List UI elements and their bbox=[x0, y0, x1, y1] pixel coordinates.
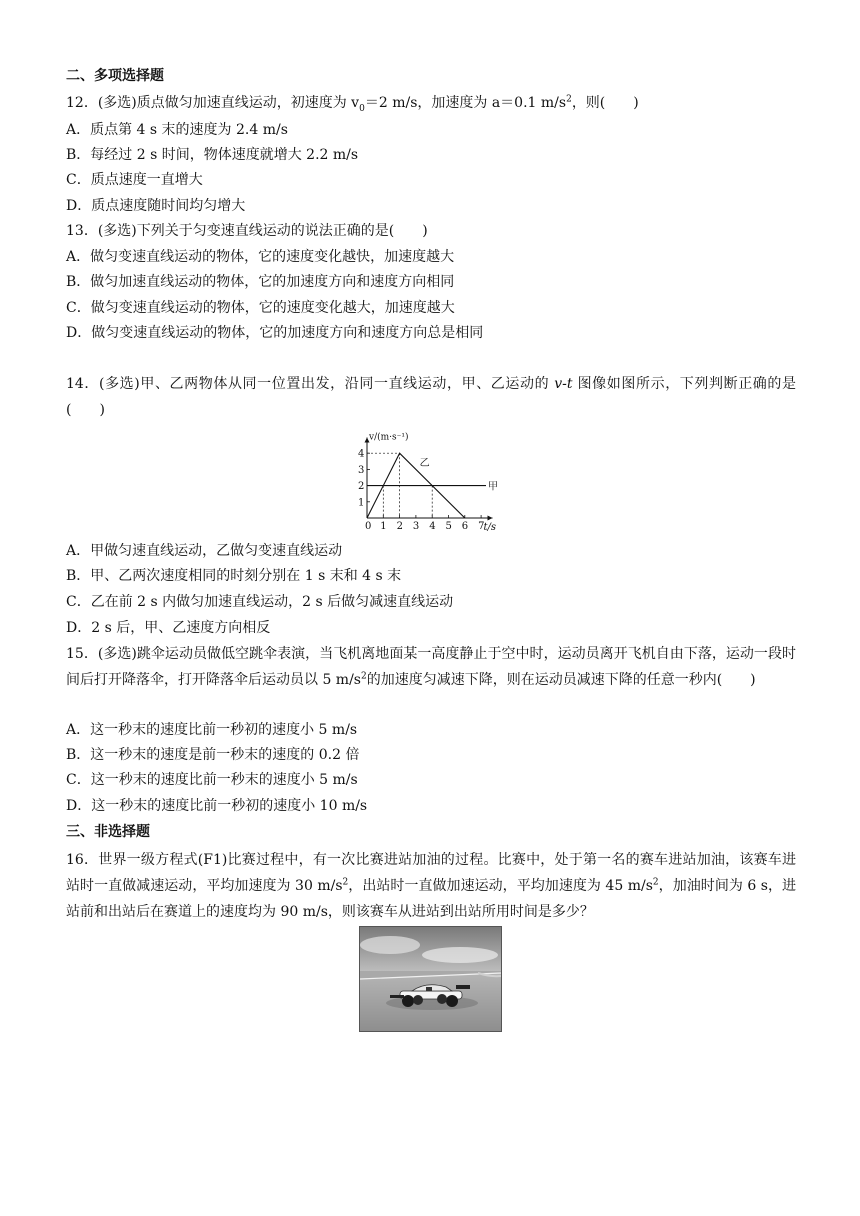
y-tick-label: 4 bbox=[358, 448, 365, 460]
x-tick-label: 1 bbox=[380, 521, 387, 532]
x-axis-arrow bbox=[488, 516, 493, 521]
q12-option-c: C．质点速度一直增大 bbox=[66, 172, 203, 188]
y-tick-label: 2 bbox=[358, 481, 365, 493]
x-tick-label: 0 bbox=[365, 521, 372, 532]
q15-option-a: A．这一秒末的速度比前一秒初的速度小 5 m/s bbox=[66, 722, 358, 738]
x-axis-label: t/s bbox=[483, 522, 497, 533]
q15-option-b: B．这一秒末的速度是前一秒末的速度的 0.2 倍 bbox=[66, 747, 360, 763]
q12-option-a: A．质点第 4 s 末的速度为 2.4 m/s bbox=[66, 122, 288, 138]
q15-option-d: D．这一秒末的速度比前一秒初的速度小 10 m/s bbox=[66, 798, 368, 814]
q12-option-d: D．质点速度随时间均匀增大 bbox=[66, 198, 246, 214]
section-heading-nonchoice: 三、非选择题 bbox=[66, 824, 150, 840]
x-tick-label: 3 bbox=[412, 521, 420, 532]
q13-stem: 13．(多选)下列关于匀变速直线运动的说法正确的是( ) bbox=[66, 223, 428, 239]
q14-option-b: B．甲、乙两次速度相同的时刻分别在 1 s 末和 4 s 末 bbox=[66, 568, 402, 584]
q14-option-c: C．乙在前 2 s 内做匀加速直线运动，2 s 后做匀减速直线运动 bbox=[66, 594, 454, 610]
q13-option-d: D．做匀变速直线运动的物体，它的加速度方向和速度方向总是相同 bbox=[66, 325, 484, 341]
series-jia-label: 甲 bbox=[487, 481, 498, 493]
q12-option-b: B．每经过 2 s 时间，物体速度就增大 2.2 m/s bbox=[66, 147, 359, 163]
q14-stem: 14．(多选)甲、乙两物体从同一位置出发，沿同一直线运动，甲、乙运动的 v-t 图像如图所示，下列判断正确的是( ) bbox=[66, 376, 797, 418]
q12-stem: 12．(多选)质点做匀加速直线运动，初速度为 $v_0=2$ m/s，加速度为 a＝0.1 $m/s^2$，则( ) bbox=[66, 94, 639, 114]
x-tick-label: 6 bbox=[461, 521, 469, 532]
y-tick-label: 3 bbox=[358, 464, 365, 476]
q13-option-c: C．做匀变速直线运动的物体，它的速度变化越大，加速度越大 bbox=[66, 300, 455, 316]
f1-race-car-photo bbox=[359, 926, 502, 1032]
x-tick-label: 5 bbox=[445, 521, 452, 532]
x-tick-label: 4 bbox=[429, 521, 436, 532]
q14-option-a: A．甲做匀速直线运动，乙做匀变速直线运动 bbox=[66, 543, 343, 559]
x-tick-label: 7 bbox=[478, 521, 485, 532]
q15-stem: 15．(多选)跳伞运动员做低空跳伞表演，当飞机离地面某一高度静止于空中时，运动员离开飞机自由下落，运动一段时间后打开降落伞，打开降落伞后运动员以 5 $m/s^2$的加速度匀减速下降，则在运动员减速下降的任意一秒内( ) bbox=[66, 646, 796, 688]
q15-option-c: C．这一秒末的速度比前一秒末的速度小 5 m/s bbox=[66, 772, 358, 788]
x-tick-label: 2 bbox=[396, 521, 403, 532]
q14-option-d: D．2 s 后，甲、乙速度方向相反 bbox=[66, 620, 271, 636]
section-heading-multi: 二、多项选择题 bbox=[66, 68, 164, 84]
q13-option-a: A．做匀变速直线运动的物体，它的速度变化越快，加速度越大 bbox=[66, 249, 455, 265]
y-tick-label: 1 bbox=[358, 497, 365, 509]
series-yi-label: 乙 bbox=[419, 458, 430, 470]
y-axis-label: v/(m·s⁻¹) bbox=[369, 432, 409, 443]
q16-stem: 16．世界一级方程式(F1)比赛过程中，有一次比赛进站加油的过程。比赛中，处于第一名的赛车进站加油，该赛车进站时一直做减速运动，平均加速度为 30 $m/s^2$，出站时一直做加速运动，平均加速度为 45 $m/s^2$，加油时间为 6 s，进站前和出站后在赛道上的速度均为 90 m/s，则该赛车从进站到出站所用时间是多少？ bbox=[66, 852, 797, 920]
vt-graph bbox=[345, 420, 505, 536]
q13-option-b: B．做匀加速直线运动的物体，它的加速度方向和速度方向相同 bbox=[66, 274, 455, 290]
